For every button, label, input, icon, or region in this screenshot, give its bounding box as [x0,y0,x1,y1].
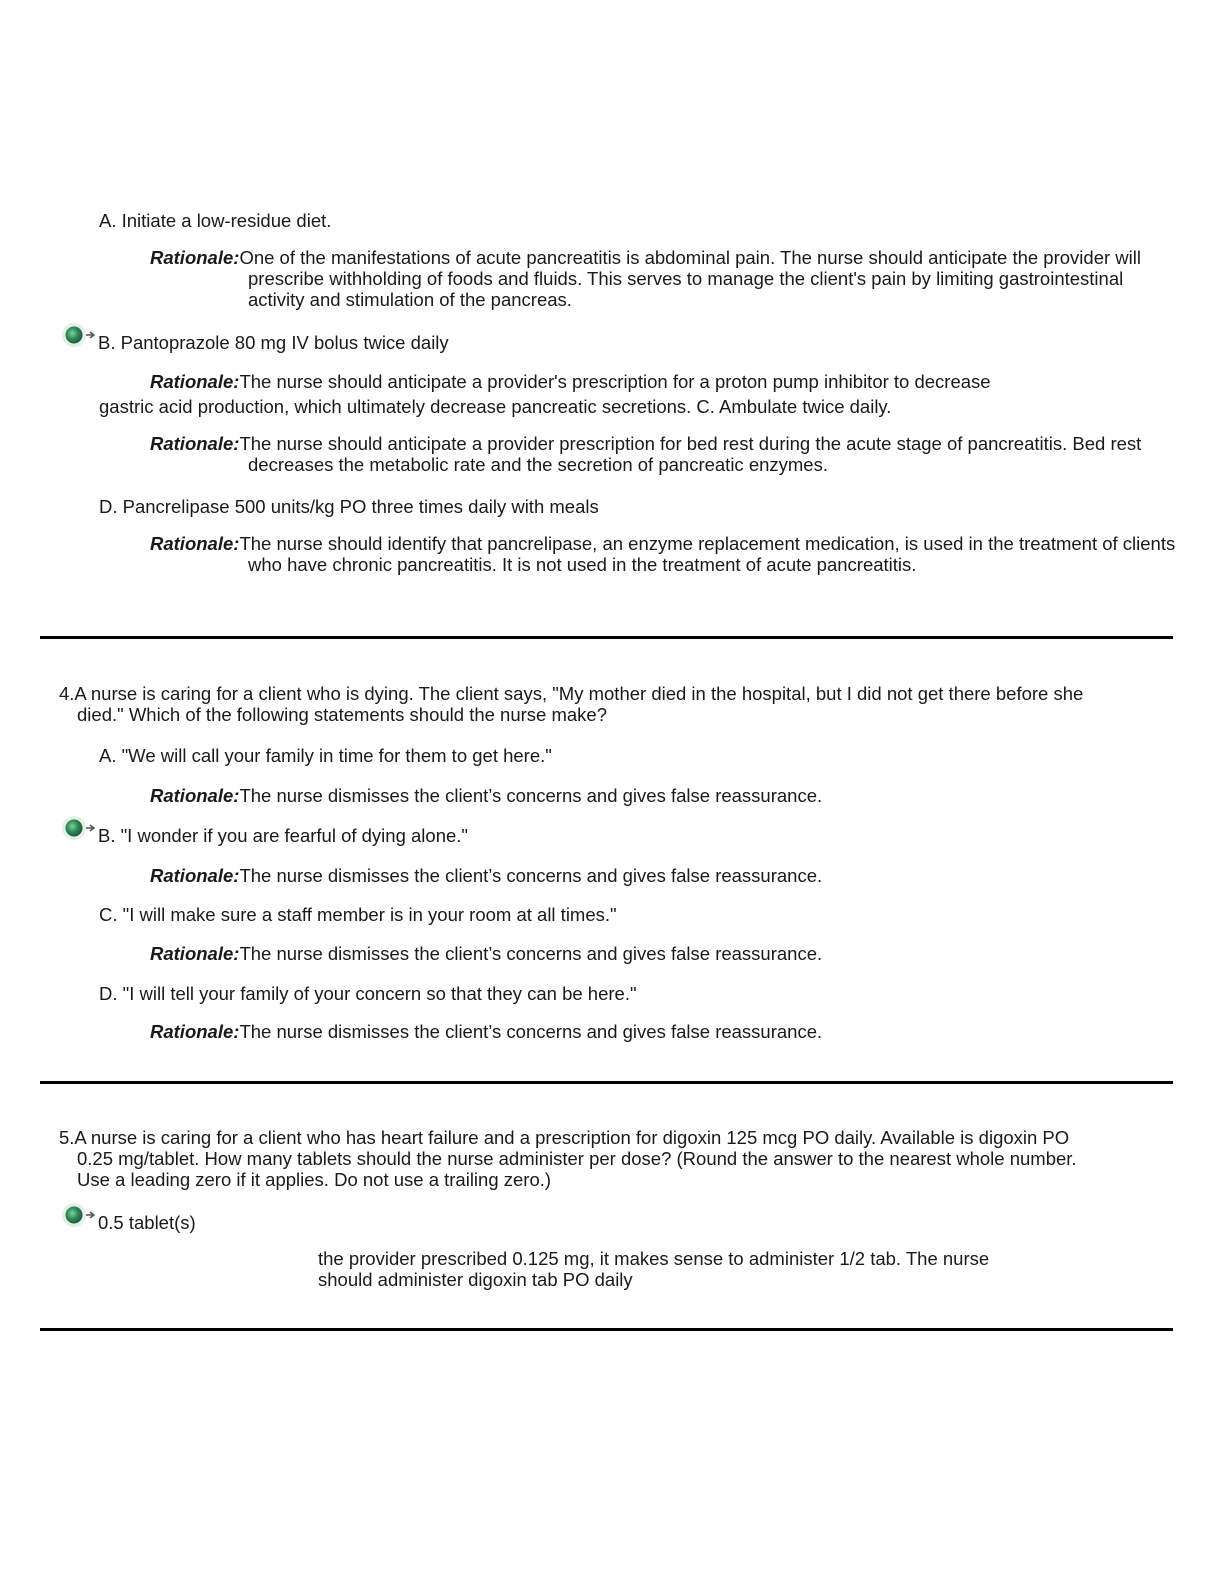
question-4: 4.A nurse is caring for a client who is dying. The client says, "My mother died in the hospital, but I did not get there before she died." Which of the following statements should the nurse make? [59,683,1084,725]
q5-explanation: the provider prescribed 0.125 mg, it makes sense to administer 1/2 tab. The nurse should administer digoxin tab PO daily [318,1248,990,1290]
correct-answer-marker-icon [60,815,100,841]
q4-rationale-c [150,943,822,964]
rationale-label: Rationale: [150,247,240,268]
rationale-d [150,533,1178,575]
rationale-text: The nurse should anticipate a provider's prescription for a proton pump inhibitor to decrease [239,371,991,392]
q4-rationale-a [150,785,822,806]
rationale-b-line1 [150,371,991,392]
rationale-label: Rationale: [150,865,240,886]
correct-answer-marker-icon [60,1202,100,1228]
q4-option-a: A. "We will call your family in time for them to get here." [99,745,552,766]
rationale-label: Rationale: [150,533,240,554]
rationale-text: The nurse should identify that pancrelipase, an enzyme replacement medication, is used in the treatment of clients who have chronic pancreatitis. It is not used in the treatment of acute pancreatitis. [239,533,1176,575]
rationale-text: The nurse dismisses the client’s concerns and gives false reassurance. [239,943,823,964]
rationale-label: Rationale: [150,433,240,454]
q4-rationale-d [150,1021,822,1042]
rationale-c [150,433,1178,475]
option-b: B. Pantoprazole 80 mg IV bolus twice daily [98,332,449,353]
option-a: A. Initiate a low-residue diet. [99,210,332,231]
rationale-label: Rationale: [150,785,240,806]
rationale-a [150,247,1178,310]
section-divider [40,1328,1173,1331]
section-divider [40,1081,1173,1084]
rationale-label: Rationale: [150,1021,240,1042]
q4-option-c: C. "I will make sure a staff member is in your room at all times." [99,904,617,925]
rationale-label: Rationale: [150,371,240,392]
rationale-label: Rationale: [150,943,240,964]
q5-answer: 0.5 tablet(s) [98,1212,196,1233]
q4-option-d: D. "I will tell your family of your concern so that they can be here." [99,983,637,1004]
rationale-text: The nurse dismisses the client’s concerns and gives false reassurance. [239,1021,823,1042]
rationale-b-line2: gastric acid production, which ultimately decrease pancreatic secretions. C. Ambulate twice daily. [99,396,892,417]
question-5: 5.A nurse is caring for a client who has heart failure and a prescription for digoxin 125 mcg PO daily. Available is digoxin PO 0.25 mg/tablet. How many tablets should the nurse administer per dose? (Round the answer to the nearest whole number. Use a leading zero if it applies. Do not use a trailing zero.) [59,1127,1077,1190]
rationale-text: One of the manifestations of acute pancreatitis is abdominal pain. The nurse should anticipate the provider will prescribe withholding of foods and fluids. This serves to manage the client's pain by limiting gastrointestinal activity and stimulation of the pancreas. [239,247,1141,310]
correct-answer-marker-icon [60,322,100,348]
q4-option-b: B. "I wonder if you are fearful of dying alone." [98,825,468,846]
rationale-text: The nurse should anticipate a provider prescription for bed rest during the acute stage of pancreatitis. Bed rest decreases the metabolic rate and the secretion of pancreatic enzymes. [239,433,1142,475]
rationale-text: The nurse dismisses the client’s concerns and gives false reassurance. [239,785,823,806]
rationale-text: The nurse dismisses the client’s concerns and gives false reassurance. [239,865,823,886]
section-divider [40,636,1173,639]
q4-rationale-b [150,865,822,886]
option-d: D. Pancrelipase 500 units/kg PO three times daily with meals [99,496,599,517]
